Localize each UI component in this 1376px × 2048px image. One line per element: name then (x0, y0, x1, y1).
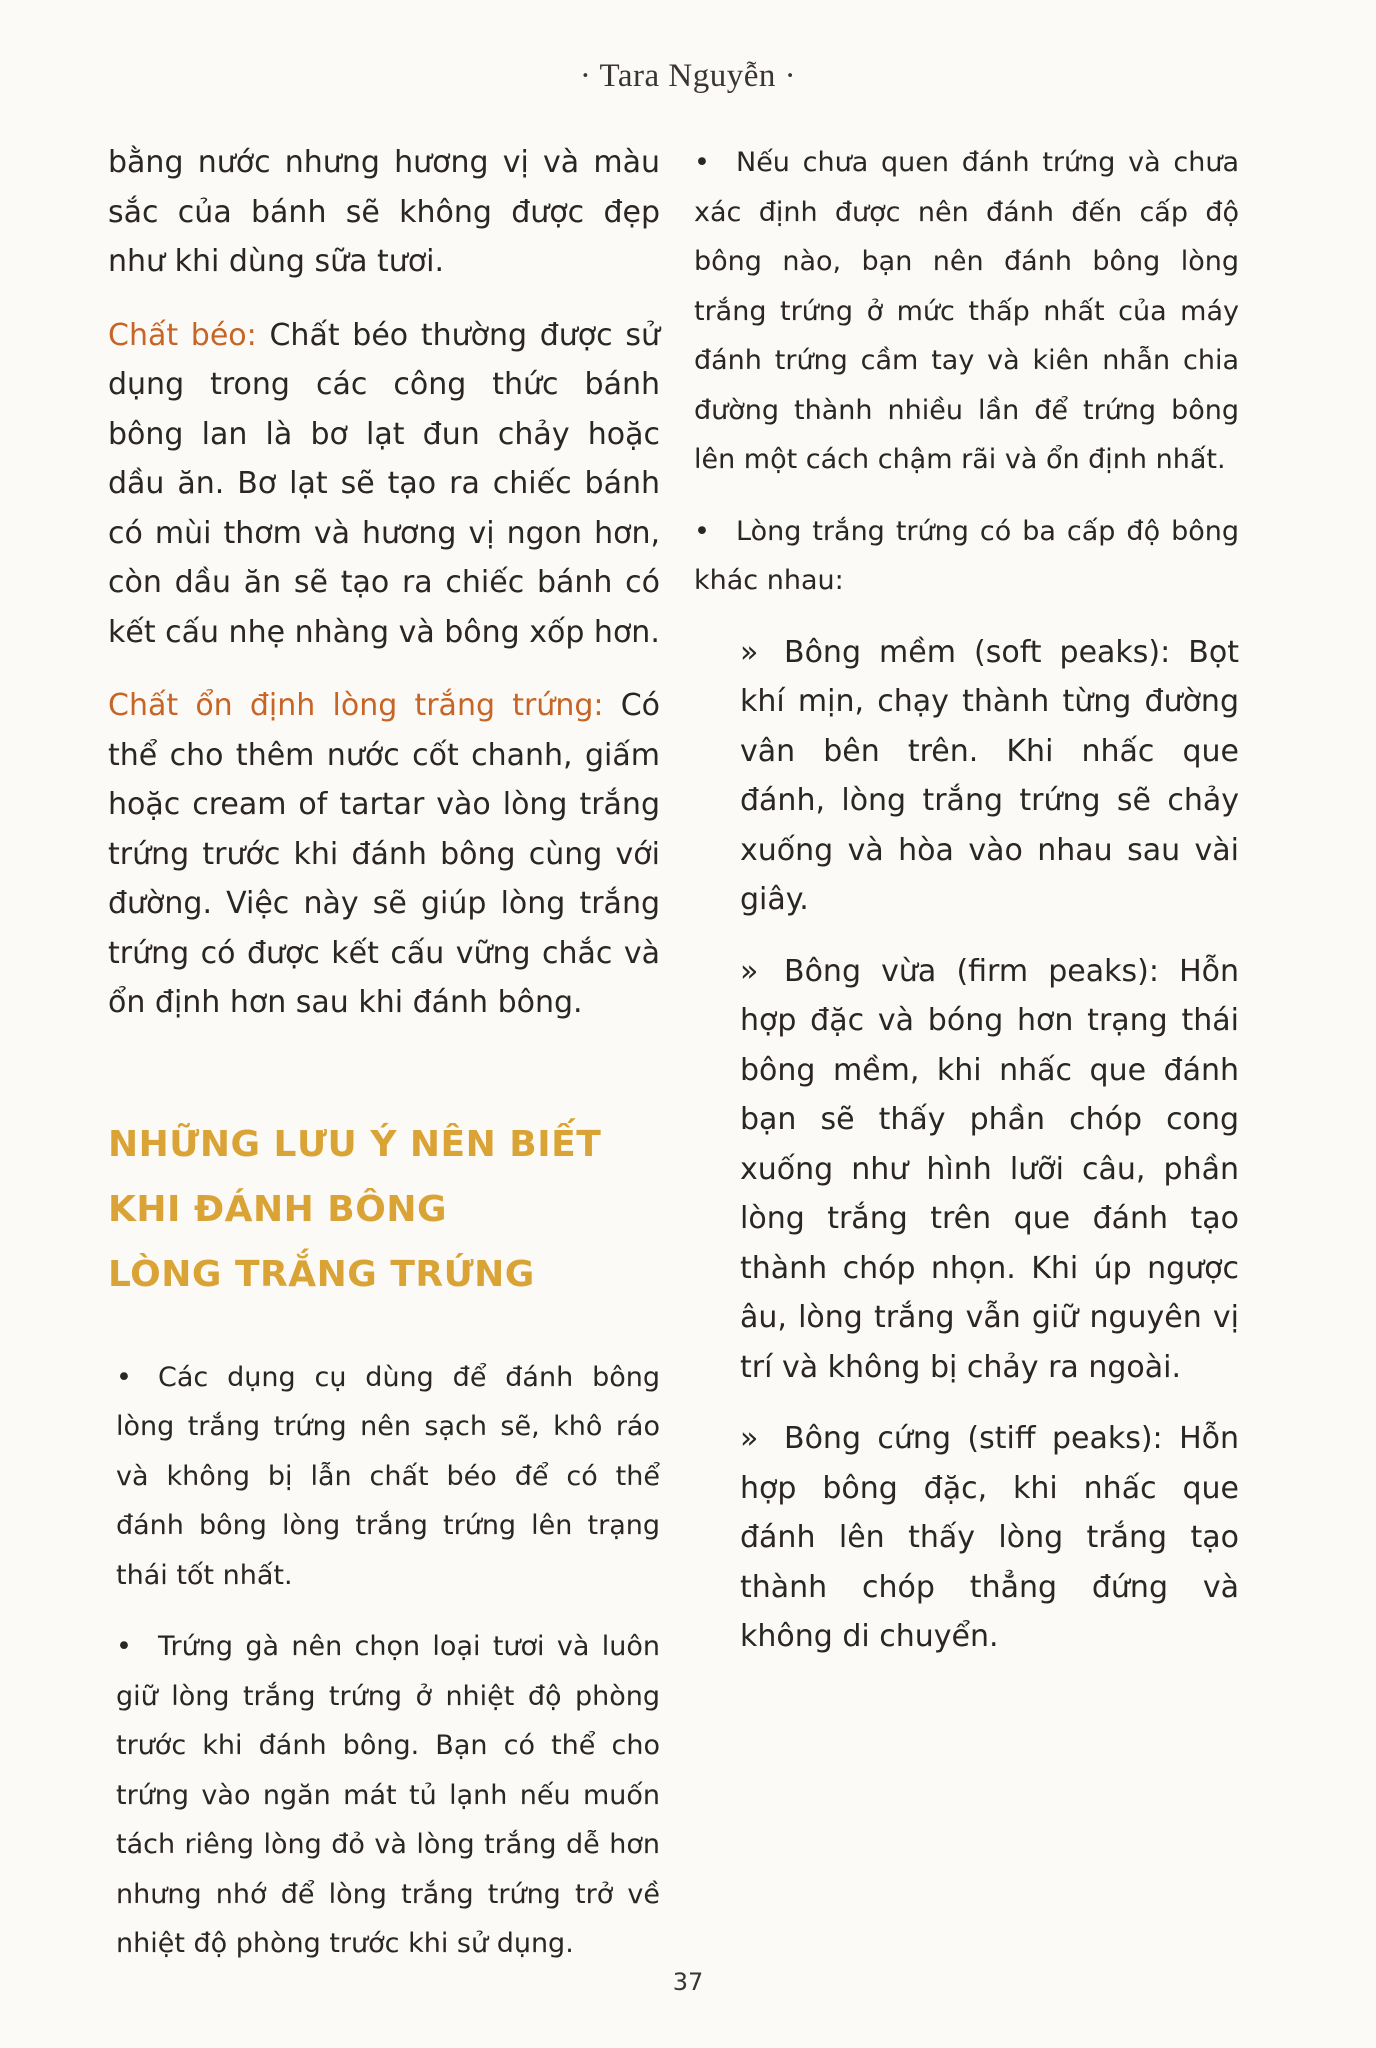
paragraph-stabilizer-text: Có thể cho thêm nước cốt chanh, giấm hoặc cream of tartar vào lòng trắng trứng trước khi đánh bông cùng với đường. Việc này sẽ giúp lòng trắng trứng có được kết cấu vững chắc và ổn định hơn sau khi đánh bông. (108, 688, 660, 1020)
bullet-icon: • (694, 515, 710, 547)
bullet-item-beginner (694, 138, 1239, 485)
page-number: 37 (672, 1968, 704, 1996)
sub-item-text: Bông vừa (firm peaks): Hỗn hợp đặc và bóng hơn trạng thái bông mềm, khi nhấc que đánh bạn sẽ thấy phần chóp cong xuống như hình lưỡi câu, phần lòng trắng trên que đánh tạo thành chóp nhọn. Khi úp ngược âu, lòng trắng vẫn giữ nguyên vị trí và không bị chảy ra ngoài. (740, 953, 1239, 1385)
heading-line-2: KHI ĐÁNH BÔNG (108, 1188, 447, 1230)
bullet-text: Nếu chưa quen đánh trứng và chưa xác định được nên đánh đến cấp độ bông nào, bạn nên đánh bông lòng trắng trứng ở mức thấp nhất của máy đánh trứng cầm tay và kiên nhẫn chia đường thành nhiều lần để trứng bông lên một cách chậm rãi và ổn định nhất. (694, 147, 1239, 475)
bullet-item-levels (694, 507, 1239, 606)
paragraph-fat-text: Chất béo thường được sử dụng trong các công thức bánh bông lan là bơ lạt đun chảy hoặc dầu ăn. Bơ lạt sẽ tạo ra chiếc bánh có mùi thơm và hương vị ngon hơn, còn dầu ăn sẽ tạo ra chiếc bánh có kết cấu nhẹ nhàng và bông xốp hơn. (108, 317, 660, 650)
chevron-right-icon: » (740, 1421, 759, 1456)
sub-item-soft-peaks (740, 628, 1239, 925)
bullet-icon: • (116, 1361, 132, 1393)
bullet-item-eggs (108, 1622, 660, 1969)
bullet-icon: • (116, 1631, 132, 1662)
sub-item-firm-peaks (740, 947, 1239, 1393)
right-column (694, 138, 1239, 1684)
paragraph-fat (108, 311, 660, 658)
heading-line-1: NHỮNG LƯU Ý NÊN BIẾT (108, 1123, 602, 1165)
paragraph-stabilizer (108, 681, 660, 1028)
bullet-text: Trứng gà nên chọn loại tươi và luôn giữ lòng trắng trứng ở nhiệt độ phòng trước khi đánh bông. Bạn có thể cho trứng vào ngăn mát tủ lạnh nếu muốn tách riêng lòng đỏ và lòng trắng dễ hơn nhưng nhớ để lòng trắng trứng trở về nhiệt độ phòng trước khi sử dụng. (116, 1631, 660, 1959)
bullet-text: Các dụng cụ dùng để đánh bông lòng trắng trứng nên sạch sẽ, khô ráo và không bị lẫn chất béo để có thể đánh bông lòng trắng trứng lên trạng thái tốt nhất. (116, 1361, 660, 1591)
bullet-item-tools (108, 1353, 660, 1601)
sub-item-text: Bông mềm (soft peaks): Bọt khí mịn, chạy thành từng đường vân bên trên. Khi nhấc que đánh, lòng trắng trứng sẽ chảy xuống và hòa vào nhau sau vài giây. (740, 634, 1239, 917)
sub-item-text: Bông cứng (stiff peaks): Hỗn hợp bông đặc, khi nhấc que đánh lên thấy lòng trắng tạo thành chóp thẳng đứng và không di chuyển. (740, 1421, 1239, 1654)
heading-line-3: LÒNG TRẮNG TRỨNG (108, 1253, 535, 1295)
chevron-right-icon: » (740, 953, 759, 989)
term-label-fat: Chất béo: (108, 317, 257, 353)
running-header: · Tara Nguyễn · (579, 58, 797, 94)
sub-item-stiff-peaks (740, 1414, 1239, 1662)
bullet-icon: • (694, 147, 710, 178)
bullet-text: Lòng trắng trứng có ba cấp độ bông khác nhau: (694, 515, 1239, 596)
section-heading (108, 1112, 660, 1307)
chevron-right-icon: » (740, 634, 759, 670)
left-column (108, 138, 660, 1991)
paragraph-milk: bằng nước nhưng hương vị và màu sắc của bánh sẽ không được đẹp như khi dùng sữa tươi. (108, 145, 660, 279)
term-label-stabilizer: Chất ổn định lòng trắng trứng: (108, 688, 604, 723)
